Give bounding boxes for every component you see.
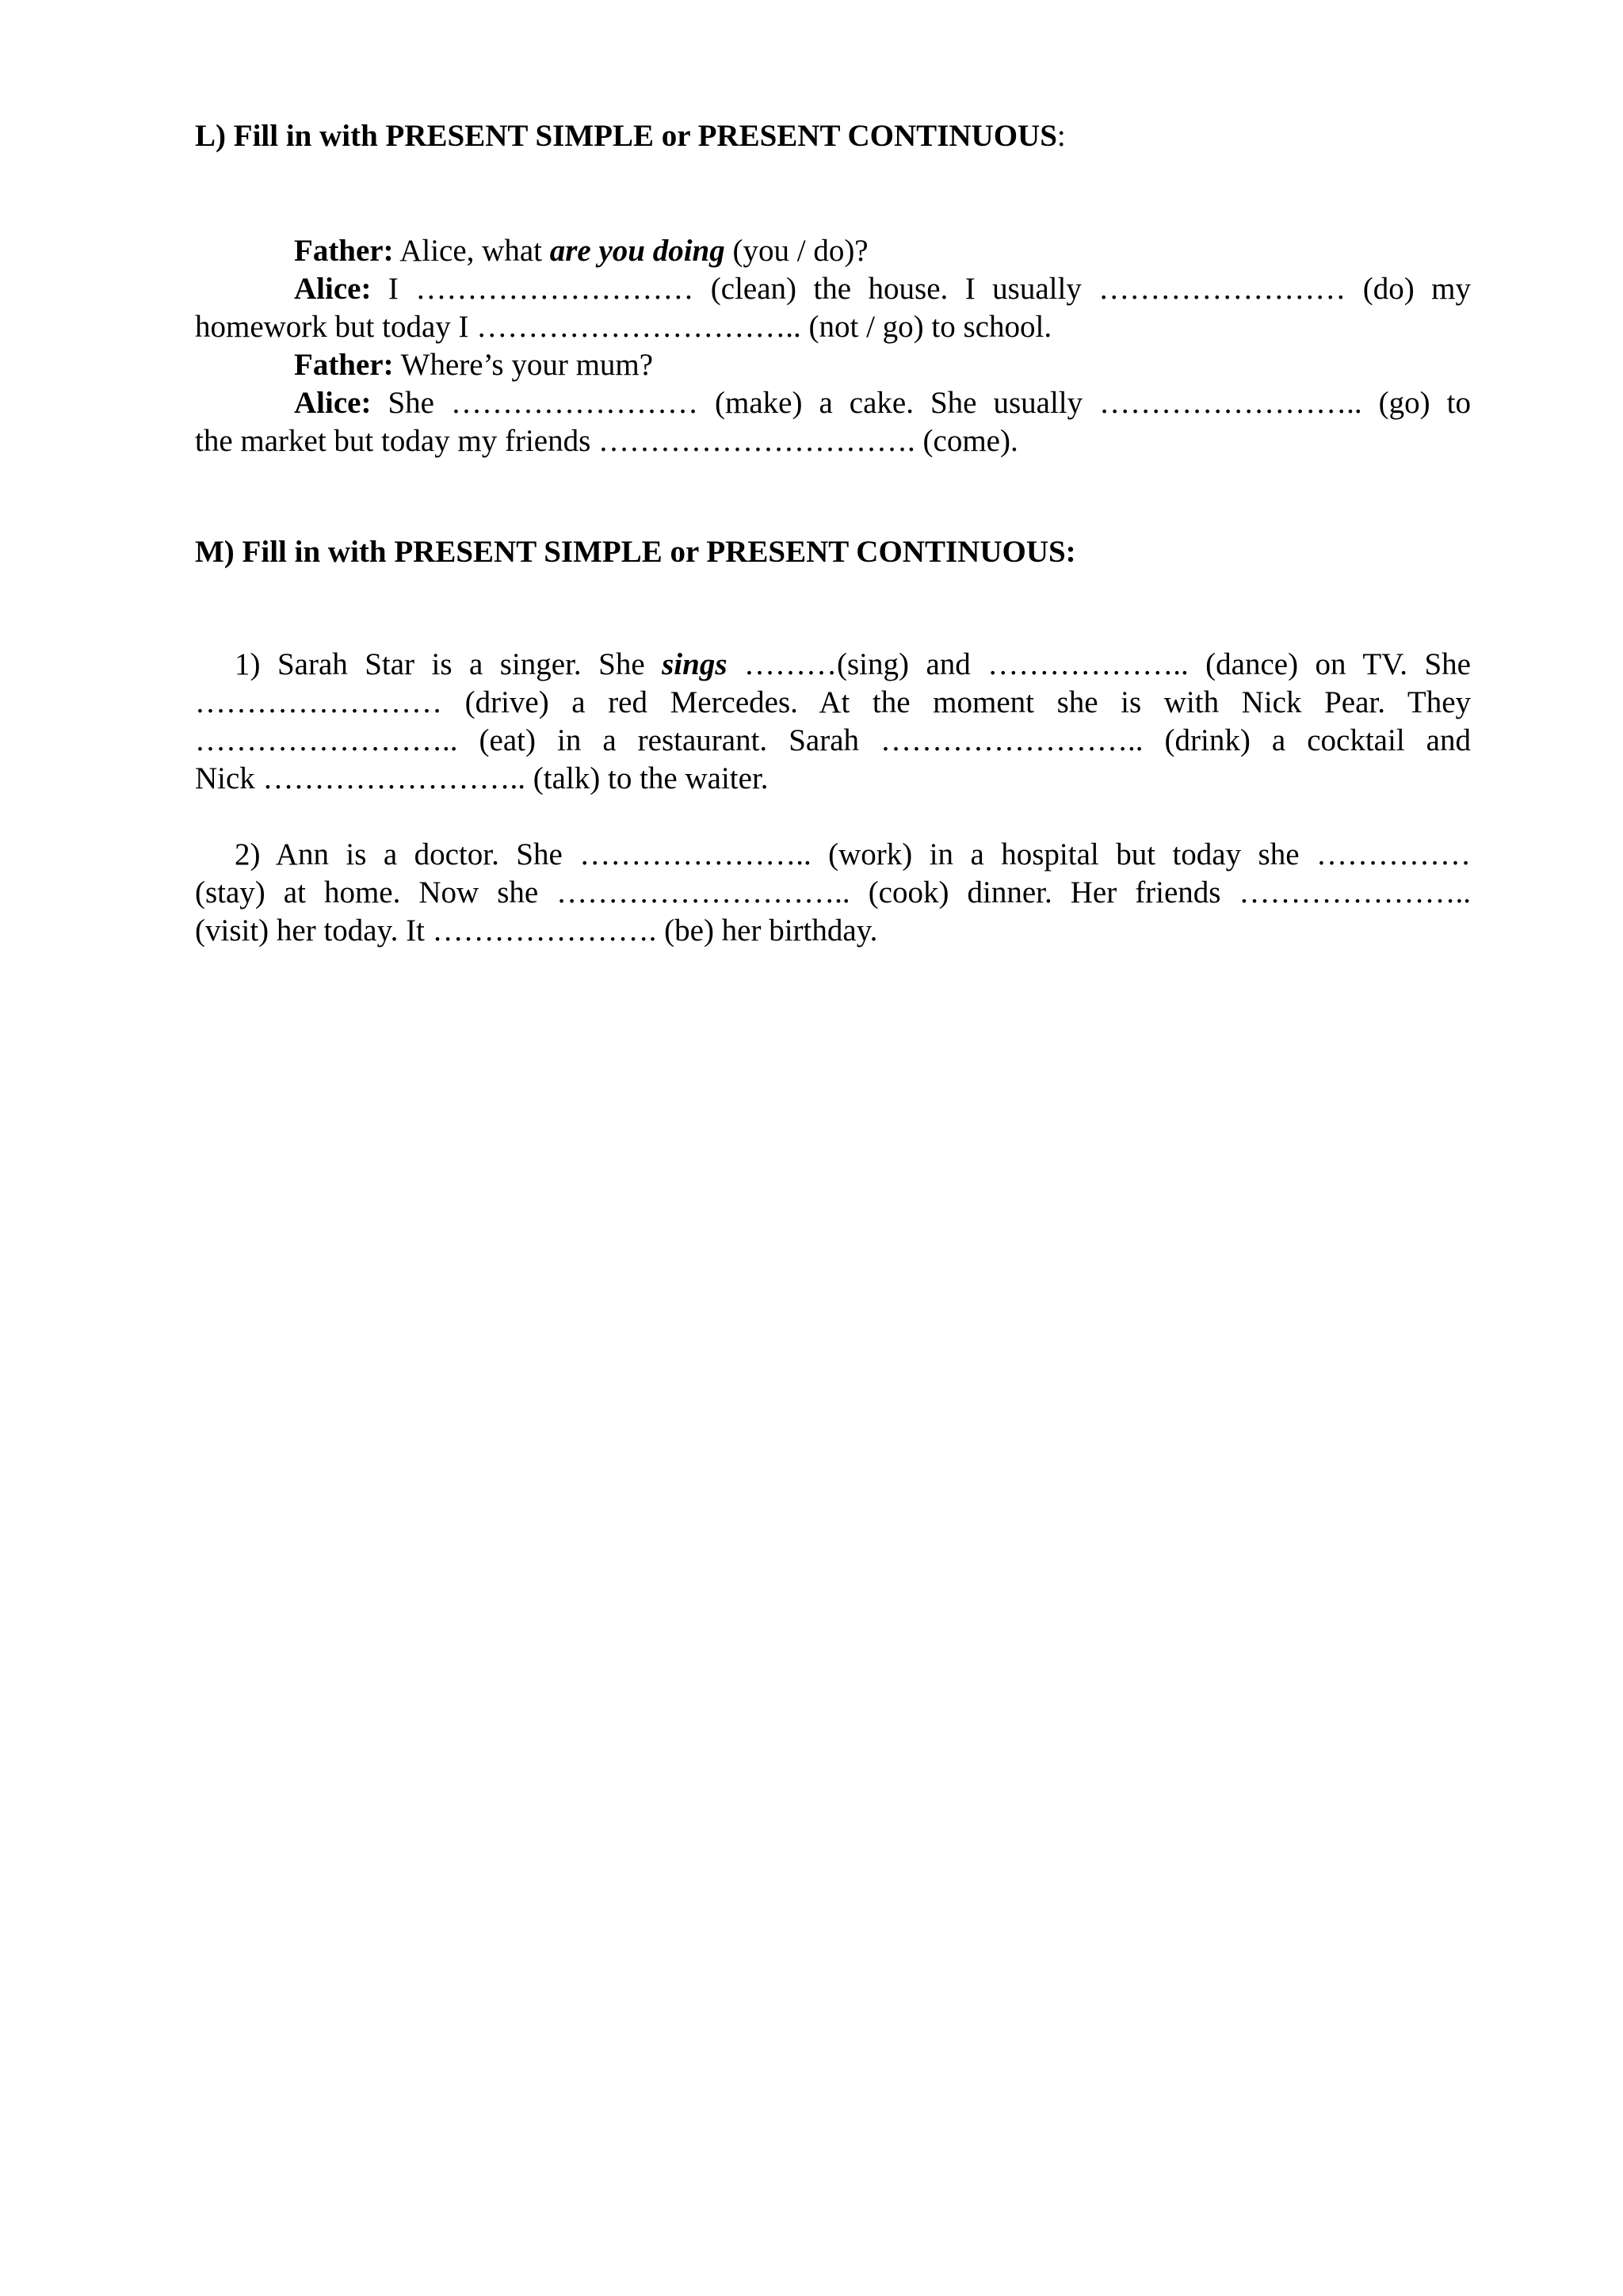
exercise-line: 2) Ann is a doctor. She ………………….. (work) in a hospital but today she …………… bbox=[235, 837, 1471, 871]
exercise-line: (visit) her today. It …………………. (be) her birthday. bbox=[195, 913, 878, 948]
dialog-line-alice-2 bbox=[195, 384, 1471, 460]
dialog-text: homework but today I ………………………….. (not / go) to school. bbox=[195, 310, 1052, 344]
exercise-line: (stay) at home. Now she ……………………….. (cook) dinner. Her friends ………………….. bbox=[195, 875, 1471, 910]
dialog-line-father-1 bbox=[195, 232, 1471, 270]
section-l-heading-colon: : bbox=[1056, 119, 1066, 153]
exercise-text: 1) Sarah Star is a singer. She bbox=[235, 647, 663, 681]
dialog-line bbox=[195, 384, 1471, 422]
speaker-label: Alice: bbox=[294, 272, 372, 306]
example-answer: sings bbox=[662, 647, 727, 681]
example-answer: are you doing bbox=[549, 234, 725, 268]
exercise-line bbox=[195, 646, 1471, 684]
dialog-text: the market but today my friends …………………………. (come). bbox=[195, 424, 1018, 458]
section-m-heading: M) Fill in with PRESENT SIMPLE or PRESENT CONTINUOUS: bbox=[195, 535, 1076, 569]
dialog-line bbox=[195, 232, 1471, 270]
dialog-line-father-2 bbox=[195, 346, 1471, 384]
exercise-line: …………………… (drive) a red Mercedes. At the moment she is with Nick Pear. They bbox=[195, 685, 1471, 719]
dialog-line bbox=[195, 346, 1471, 384]
dialog-text: I ……………………… (clean) the house. I usually …………………… (do) my bbox=[371, 272, 1471, 306]
dialog-line-alice-1 bbox=[195, 270, 1471, 346]
dialog-text: Alice, what bbox=[393, 234, 550, 268]
exercise-line: …………………….. (eat) in a restaurant. Sarah …………………….. (drink) a cocktail and bbox=[195, 723, 1471, 757]
exercise-1 bbox=[195, 646, 1471, 798]
dialog-text: Where’s your mum? bbox=[393, 348, 654, 382]
dialog-text: She …………………… (make) a cake. She usually …………………….. (go) to bbox=[371, 386, 1471, 420]
dialog-line bbox=[195, 422, 1471, 460]
dialog-line bbox=[195, 270, 1471, 308]
dialog-text: (you / do)? bbox=[724, 234, 869, 268]
speaker-label: Father: bbox=[294, 348, 394, 382]
exercise-text: ………(sing) and ……………….. (dance) on TV. She bbox=[727, 647, 1471, 681]
section-l-heading bbox=[195, 117, 1066, 155]
dialog-line bbox=[195, 308, 1471, 346]
exercise-2 bbox=[195, 836, 1471, 950]
speaker-label: Alice: bbox=[294, 386, 372, 420]
speaker-label: Father: bbox=[294, 234, 394, 268]
exercise-line: Nick …………………….. (talk) to the waiter. bbox=[195, 761, 769, 795]
section-l-heading-text: L) Fill in with PRESENT SIMPLE or PRESENT CONTINUOUS bbox=[195, 119, 1057, 153]
